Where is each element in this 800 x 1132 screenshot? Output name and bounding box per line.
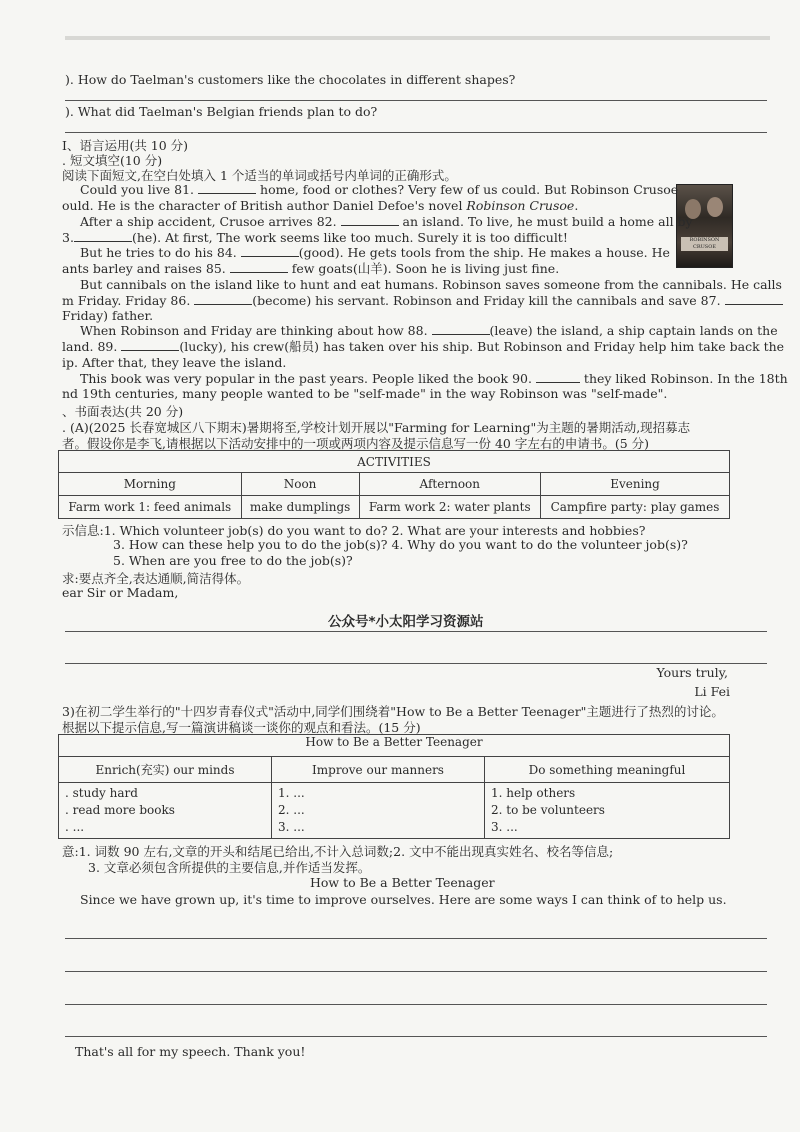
passage-line: land. 89. (lucky), his crew(船员) has taken over his ship. But Robinson and Friday help him take back the <box>62 339 785 354</box>
writing-line <box>65 1036 767 1037</box>
writing-line <box>65 1004 767 1005</box>
answer-line <box>65 132 767 133</box>
essay-opening: Since we have grown up, it's time to improve ourselves. Here are some ways I can think of to help us. <box>80 892 727 907</box>
top-scan-band <box>65 36 770 40</box>
section-title: Ⅰ、语言运用(共 10 分) <box>62 138 189 153</box>
table-cell: Farm work 1: feed animals <box>59 496 242 519</box>
table-cell: 1. ... 2. ... 3. ... <box>272 783 485 839</box>
hint-line: 示信息:1. Which volunteer job(s) do you want to do? 2. What are your interests and hobbies? <box>62 523 646 538</box>
column-header: Noon <box>241 473 359 496</box>
cover-title: ROBINSON CRUSOE <box>681 237 728 251</box>
hint-line: 5. When are you free to do the job(s)? <box>113 553 353 568</box>
hint-line: 3. How can these help you to do the job(s)? 4. Why do you want to do the volunteer job(s)? <box>113 537 688 552</box>
signature: Li Fei <box>694 684 730 699</box>
writing-line <box>65 971 767 972</box>
passage-line: But cannibals on the island like to hunt and eat humans. Robinson saves someone from the cannibals. He calls <box>80 277 782 292</box>
column-header: Improve our manners <box>272 757 485 783</box>
writing-line <box>65 631 767 632</box>
table-cell: Campfire party: play games <box>541 496 730 519</box>
closing: Yours truly, <box>656 665 728 680</box>
passage-line: But he tries to do his 84. (good). He gets tools from the ship. He makes a house. He <box>80 245 670 260</box>
instruction: 阅读下面短文,在空白处填入 1 个适当的单词或括号内单词的正确形式。 <box>62 168 457 183</box>
watermark-text: 公众号*小太阳学习资源站 <box>328 614 484 630</box>
writing-line <box>65 663 767 664</box>
task-a-prompt: 者。假设你是李飞,请根据以下活动安排中的一项或两项内容及提示信息写一份 40 字左右的申请书。(5 分) <box>62 436 650 451</box>
portrait-face <box>707 197 723 217</box>
column-header: Afternoon <box>359 473 541 496</box>
passage-line: Could you live 81. home, food or clothes? Very few of us could. But Robinson Crusoe <box>80 182 679 197</box>
sub-title: . 短文填空(10 分) <box>62 153 163 168</box>
column-header: Do something meaningful <box>485 757 730 783</box>
table-cell: Farm work 2: water plants <box>359 496 541 519</box>
activities-table <box>58 450 730 519</box>
passage-line: 3. (he). At first, The work seems like too much. Surely it is too difficult! <box>62 230 568 245</box>
column-header: Enrich(充实) our minds <box>59 757 272 783</box>
essay-title: How to Be a Better Teenager <box>310 875 495 890</box>
table-title: How to Be a Better Teenager <box>59 735 730 757</box>
question-9: ). How do Taelman's customers like the chocolates in different shapes? <box>65 72 516 87</box>
passage-line: m Friday. Friday 86. (become) his servant. Robinson and Friday kill the cannibals and save 87. <box>62 293 783 309</box>
column-header: Evening <box>541 473 730 496</box>
task-b-prompt: 根据以下提示信息,写一篇演讲稿谈一谈你的观点和看法。(15 分) <box>62 720 421 735</box>
passage-line: After a ship accident, Crusoe arrives 82. an island. To live, he must build a home all by <box>80 214 693 229</box>
note-line: 3. 文章必须包含所提供的主要信息,并作适当发挥。 <box>88 860 371 875</box>
table-cell: . study hard . read more books . ... <box>59 783 272 839</box>
column-header: Morning <box>59 473 242 496</box>
passage-line: ants barley and raises 85. few goats(山羊). Soon he is living just fine. <box>62 261 560 276</box>
passage-line: ould. He is the character of British author Daniel Defoe's novel Robinson Crusoe. <box>62 198 579 213</box>
passage-line: ip. After that, they leave the island. <box>62 355 287 370</box>
note-line: 意:1. 词数 90 左右,文章的开头和结尾已给出,不计入总词数;2. 文中不能出现真实姓名、校名等信息; <box>62 844 614 859</box>
passage-line: This book was very popular in the past years. People liked the book 90. they liked Robinson. In the 18th <box>80 371 788 386</box>
writing-line <box>65 938 767 939</box>
question-10: ). What did Taelman's Belgian friends plan to do? <box>65 104 378 119</box>
table-cell: make dumplings <box>241 496 359 519</box>
task-b-prompt: 3)在初二学生举行的"十四岁青春仪式"活动中,同学们围绕着"How to Be a Better Teenager"主题进行了热烈的讨论。 <box>62 704 724 719</box>
passage-line: nd 19th centuries, many people wanted to be "self-made" in the way Robinson was "self-made". <box>62 386 668 401</box>
passage-line: When Robinson and Friday are thinking about how 88. (leave) the island, a ship captain lands on the <box>80 323 778 338</box>
requirement: 求:要点齐全,表达通顺,简洁得体。 <box>62 571 250 586</box>
answer-line <box>65 100 767 101</box>
passage-line: Friday) father. <box>62 308 154 323</box>
activities-header: ACTIVITIES <box>59 451 730 473</box>
task-a-prompt: . (A)(2025 长春宽城区八下期末)暑期将至,学校计划开展以"Farming for Learning"为主题的暑期活动,现招募志 <box>62 420 691 435</box>
table-cell: 1. help others 2. to be volunteers 3. ... <box>485 783 730 839</box>
writing-title: 、书面表达(共 20 分) <box>62 404 184 419</box>
essay-ending: That's all for my speech. Thank you! <box>75 1044 306 1059</box>
better-teenager-table <box>58 734 730 839</box>
salutation: ear Sir or Madam, <box>62 585 179 600</box>
